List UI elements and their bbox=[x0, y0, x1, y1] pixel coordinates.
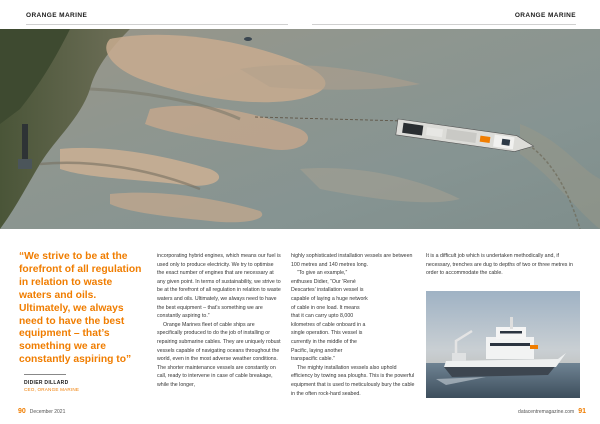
running-header-left: ORANGE MARINE bbox=[26, 12, 88, 19]
body-column-3 bbox=[426, 252, 576, 278]
vessel-photo bbox=[426, 291, 580, 398]
page-number-right: 91 bbox=[578, 408, 586, 415]
pull-quote: “We strive to be at the forefront of all regulation in relation to waste waters and oils. Ultimately, we always need to have the best equipment – that’s something we are constantly aspiring to” bbox=[19, 251, 142, 366]
paragraph: “To give an example,” enthuses Didier, “Our ‘René Descartes’ installation vessel is capable of laying a huge network of cable in one load. It means that it can carry upto 8,000 kilometres of cable onboard in a single operation. This vessel is currently in the middle of the Pacific, laying another transpacific cable.” bbox=[291, 270, 368, 363]
body-column-1 bbox=[157, 252, 281, 390]
paragraph: The mighty installation vessels also uphold efficiency by towing sea ploughs. This is the powerful equipment that is used to meticulously bury the cable in the often rock-hard seabed. bbox=[291, 364, 415, 397]
site-url: datacentremagazine.com bbox=[518, 409, 575, 415]
header-rule-right bbox=[312, 24, 576, 25]
page-number-left: 90 bbox=[18, 408, 26, 415]
paragraph: incorporating hybrid engines, which means our fuel is used only to produce electricity. We try to optimise the exact number of engines that are necessary at any given point. In terms of sustainability, we strive to be at the forefront of all regulation in relation to waste waters and oils. Ultimately, we always need to have the best equipment – that’s something we are constantly aspiring to.” bbox=[157, 253, 281, 320]
footer-left bbox=[18, 408, 65, 415]
paragraph: highly sophisticated installation vessels are between 100 metres and 140 metres long. bbox=[291, 253, 413, 268]
paragraph: It is a difficult job which is undertaken methodically and, if necessary, trenches are dug to depths of two or three metres in order to accommodate the cable. bbox=[426, 253, 573, 277]
quote-attribution-title: CEO, ORANGE MARINE bbox=[24, 387, 80, 392]
header-rule-left bbox=[26, 24, 288, 25]
paragraph: Orange Marines fleet of cable ships are specifically produced to do the job of installing or repairing submarine cables. They are uniquely robust vessels capable of navigating oceans throughout the world, even in the most adverse weather conditions. The shorter maintenance vessels are constantly on call, ready to intervene in case of cable breakage, while the longer, bbox=[157, 321, 281, 388]
quote-attribution-name: DIDIER DILLARD bbox=[24, 380, 69, 386]
aerial-ship-photo bbox=[0, 29, 600, 229]
body-column-2 bbox=[291, 252, 415, 398]
issue-date: December 2021 bbox=[29, 409, 66, 415]
footer-right bbox=[518, 408, 586, 415]
quote-divider bbox=[24, 374, 66, 375]
running-header-right: ORANGE MARINE bbox=[514, 12, 576, 19]
